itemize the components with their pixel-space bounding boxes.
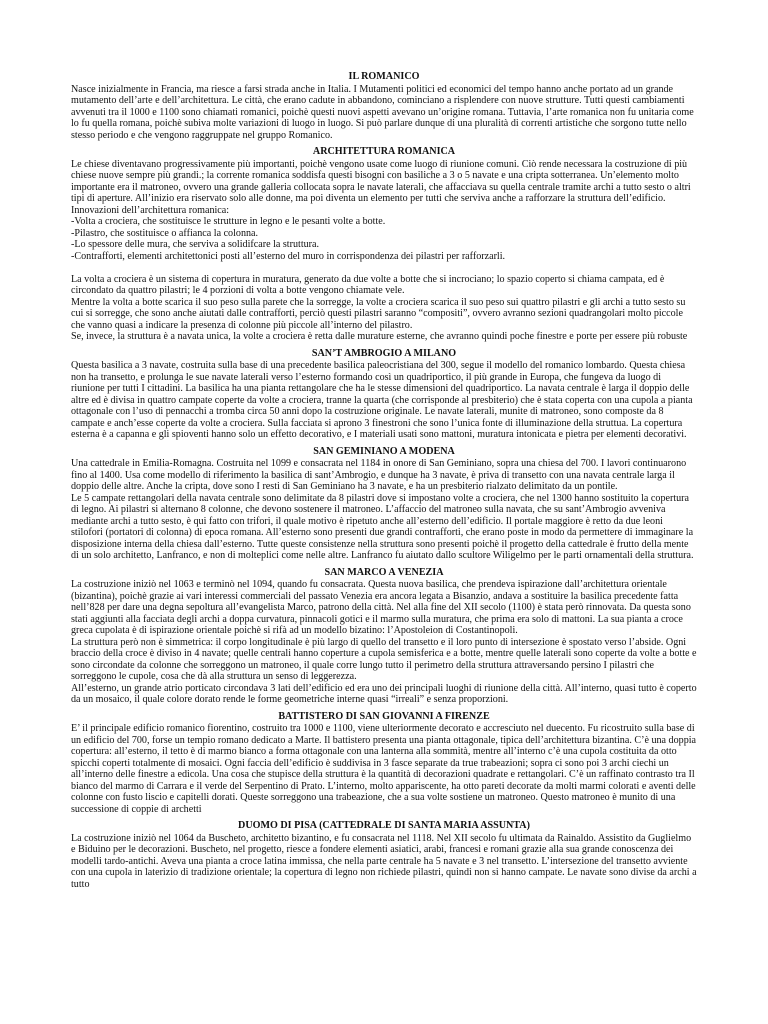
section-title: BATTISTERO DI SAN GIOVANNI A FIRENZE: [278, 710, 490, 722]
paragraph: La volta a crociera è un sistema di copertura in muratura, generato da due volte a botte che si incrociano; lo spazio coperto si chiama campata, ed è circondato da quattro pilastri; le 4 porzioni di volta a botte vengono chiamate vele.: [71, 273, 665, 296]
list-item: -Contrafforti, elementi architettonici posti all’esterno del muro in corrispondenza dei pilastri per rafforzarli.: [71, 250, 506, 262]
section-title: SAN MARCO A VENEZIA: [324, 566, 444, 578]
list-item: -Pilastro, che sostituisce o affianca la colonna.: [71, 227, 259, 239]
paragraph: Le chiese diventavano progressivamente più importanti, poichè vengono usate come luogo di riunione comuni. Ciò rende necessara la costruzione di più chiese nuove sempre più grandi.; la corrente romanica soddisfa questi bisogni con basiliche a 3 o 5 navate e una cripta sotterranea. Un’elemento molto importante era il matroneo, ovvero una grande galleria collocata sopra le navate laterali, che affacciava su quella centrale tramite archi a tutto sesto o altri tipi di aperture. All’inizio era riservato solo alle donne, ma poi diventa un elemento per tutti che serviva anche a rafforzare la struttura dell’edificio.: [71, 158, 691, 204]
section-san-geminiano: [71, 446, 697, 562]
section-il-romanico: [71, 71, 697, 141]
list-item: -Lo spessore delle mura, che serviva a solidifcare la struttura.: [71, 239, 320, 250]
paragraph: Mentre la volta a botte scarica il suo peso sulla parete che la sorregge, la volte a crociera scarica il suo peso sui quattro pilastri e gli archi a tutto sesto su cui si sorregge, che sono anche aiutati dalle contrafforti, perciò questi pilastri saranno “compositi”, ovvero avranno sezioni quadrangolari molto piccole che vanno quasi a indicare la presenza di colonne più piccole all’interno del pilastro.: [71, 296, 686, 331]
paragraph: Le 5 campate rettangolari della navata centrale sono delimitate da 8 pilastri dove si impostano volte a crociera, che nel 1300 hanno sostituito la copertura di legno. Ai pilastri si alternano 8 colonne, che devono sostenere il matroneo. L’affaccio del matroneo sulla navata, che su sant’Ambrogio avveniva mediante archi a tutto sesto, è qui fatto con trifori, il quale motivo è ripetuto anche all’esterno dell’edificio. Il portale maggiore è retto da due leoni stilofori (portatori di colonna) di epoca romana. All’esterno sono presenti due grandi contrafforti, che erano poste in modo da permettere di immaginare la disposizione interna della chiesa dall’esterno. Tutte queste consistenze nella struttura sono presenti poichè il progetto della cattedrale è frutto della mente di un solo architetto, Lanfranco, e non di molteplici come nelle altre. Lanfranco fu aiutato dallo scultore Wiligelmo per le parti ornamentali della struttura.: [71, 492, 694, 561]
section-title: ARCHITETTURA ROMANICA: [312, 146, 456, 157]
document-page: [71, 71, 697, 890]
paragraph: Nasce inizialmente in Francia, ma riesce a farsi strada anche in Italia. I Mutamenti politici ed economici del tempo hanno anche portato ad un grande mutamento dell’arte e dell’architettura. Le città, che erano cadute in abbandono, cominciano a risplendere con nuove strutture. Tutti questi cambiamenti avvenuti tra il 1000 e 1100 sono chiamati romanici, poichè questi nuovi aspetti avevano un’origine romana. Tuttavia, l’arte romanica non fu unitaria come lo fu quella romana, poichè subiva molte variazioni di luogo in luogo. Si può parlare dunque di una pluralità di correnti artistiche che sorgono tutte nello stesso periodo e che vengono raggruppate nel gruppo Romanico.: [71, 83, 694, 141]
paragraph: Innovazioni dell’architettura romanica:: [71, 204, 230, 216]
list-item: -Volta a crociera, che sostituisce le strutture in legno e le pesanti volte a botte.: [71, 216, 386, 227]
section-title: DUOMO DI PISA (CATTEDRALE DI SANTA MARIA ASSUNTA): [238, 820, 530, 831]
paragraph: La costruzione iniziò nel 1063 e terminò nel 1094, quando fu consacrata. Questa nuova basilica, che prendeva ispirazione dall’architettura orientale (bizantina), poichè grazie ai vari interessi commerciali del passato Venezia era ancora legata a Bisanzio, andava a sostituire la basilica precedente fatta nell’828 per dare una degna sepoltura all’evangelista Marco, patrono della città. Nel alla fine del XII secolo (1100) è stata però rinnovata. Da questa sono stati aggiunti alla facciata degli archi a doppa curvatura, pinnacoli gotici e il marmo sulla muratura, che prima era solo di mattoni. La sua pianta a croce greca cupolata è di ispirazione orientale poichè si rifà ad un modello bizatino: l’Apostoleion di Costantinopoli.: [71, 579, 691, 636]
paragraph: La costruzione iniziò nel 1064 da Buscheto, architetto bizantino, e fu consacrata nel 1118. Nel XII secolo fu ultimata da Rainaldo. Assistito da Guglielmo e Biduino per le decorazioni. Buscheto, nel progetto, riesce a fondere elementi asiatici, arabi, francesi e romani grazie alla sua grande conoscenza dei modelli tardo-antichi. Aveva una pianta a croce latina immissa, che nella parte centrale ha 5 navate e 3 nel transetto. L’intersezione del transetto avviente con una cupola in laterizio di tradizione orientale; la copertura di legno non richiede pilastri, quindi non si hanno campate. Le navate sono divise da archi a tutto: [71, 832, 697, 890]
section-battistero: [71, 711, 697, 816]
section-title: IL ROMANICO: [348, 71, 420, 82]
paragraph: Se, invece, la struttura è a navata unica, la volte a crociera è retta dalle murature esterne, che avranno quindi poche finestre e porte per essere più robuste: [71, 331, 688, 342]
paragraph: All’esterno, un grande atrio porticato circondava 3 lati dell’edificio ed era uno dei principali luoghi di riunione della città. All’interno, quasi tutto è coperto da un mosaico, il quale colore dorato rende le forme geometriche interne quasi “irreali” e senza proporzioni.: [71, 682, 697, 705]
section-duomo-pisa: [71, 820, 697, 890]
section-title: SAN GEMINIANO A MODENA: [313, 445, 455, 457]
section-architettura-romanica: [71, 146, 697, 343]
blank-line: [71, 262, 697, 274]
section-sant-ambrogio: [71, 348, 697, 441]
section-san-marco: [71, 567, 697, 706]
paragraph: Questa basilica a 3 navate, costruita sulla base di una precedente basilica paleocristiana del 300, segue il modello del romanico lombardo. Questa chiesa non ha transetto, e prolunga le sue navate laterali verso l’esterno formando così un quadriportico, il più grande in Europa, che fungeva da luogo di riunione per tutti I cittadini. La basilica ha una pianta rettangolare che ha le stesse dimensioni del quadriportico. La navata centrale è larga il doppio delle altre ed è divisa in quattro campate coperte da volte a crociera, tranne la quarta (che corrisponde al presbiterio) che è stata coperta con una cupola a pianta ottagonale con l’uso di pennacchi a tromba circa 50 anni dopo la costruzione originale. Le navate laterali, munite di matroneo, sono composte da 8 campate e anch’esse coperte da volte a crociera. Sulla facciata si aprono 3 finestroni che sono l’unica fonte di illuminazione della struttua. La copertura esterna è a capanna e gli spioventi hanno solo un effetto decorativo, e I materiali usati sono mattoni, muratura intonicata e pietra per elementi decorativi.: [71, 360, 693, 440]
section-title: SAN’T AMBROGIO A MILANO: [311, 347, 457, 359]
paragraph: La struttura però non è simmetrica: il corpo longitudinale è più largo di quello del transetto e il loro punto di intersezione è spostato verso l’abside. Ogni braccio della croce è diviso in 4 navate; quelle centrali hanno coperture a cupola semisferica e a botte, mentre quelle laterali sono coperte da volte a botte e sono circondate da colonne che sorreggono un matroneo, il quale corre lungo tutto il perimetro della struttura attraversando persino I pilastri che sorreggono le cupole, cosa che dà alla struttura un senso di leggerezza.: [71, 636, 697, 682]
paragraph: Una cattedrale in Emilia-Romagna. Costruita nel 1099 e consacrata nel 1184 in onore di San Geminiano, sopra una chiesa del 700. I lavori continuarono fino al 1400. Usa come modello di riferimento la basilica di sant’Ambrogio, e dunque ha 3 navate, è priva di transetto con una navata centrale larga il doppio delle altre. Anche la cripta, dove sono I resti di San Geminiano ha 3 navate, e ha un presbiterio rialzato delimitato da un pontile.: [71, 458, 687, 492]
paragraph: E’ il principale edificio romanico fiorentino, costruito tra 1000 e 1100, viene ulteriormente decorato e accresciuto nel duecento. Fu ricostruito sulla base di un edificio del 700, forse un tempio romano dedicato a Marte. Il battistero presenta una pianta ottagonale, tipica dell’architettura bizantina. C’è una doppia copertura: all’esterno, il tetto è di marmo bianco a forma ottagonale con una lanterna alla sommità, mentre all’interno c’è una cupola costituita da otto spicchi coperti totalmente di mosaici. Ogni faccia dell’edificio è suddivisa in 3 fasce separate da true trabeazioni; sopra ci sono poi 3 archi ciechi un all’interno delle finestre a edicola. Una cosa che stupisce della struttura è la quantità di decorazioni quadrate e rettangolari. C’è un raffinato contrasto tra Il bianco del marmo di Carrara e il verde del Serpentino di Prato. L’interno, molto appariscente, ha otto pareti decorate da molti marmi colorati e aventi delle colonne con fusto liscio e capitelli dorati. Queste sorreggono una trabeazione, che a sua volte sostiene un matroneo. Questo matroneo è munito di una successione di coppie di archetti: [71, 723, 697, 815]
